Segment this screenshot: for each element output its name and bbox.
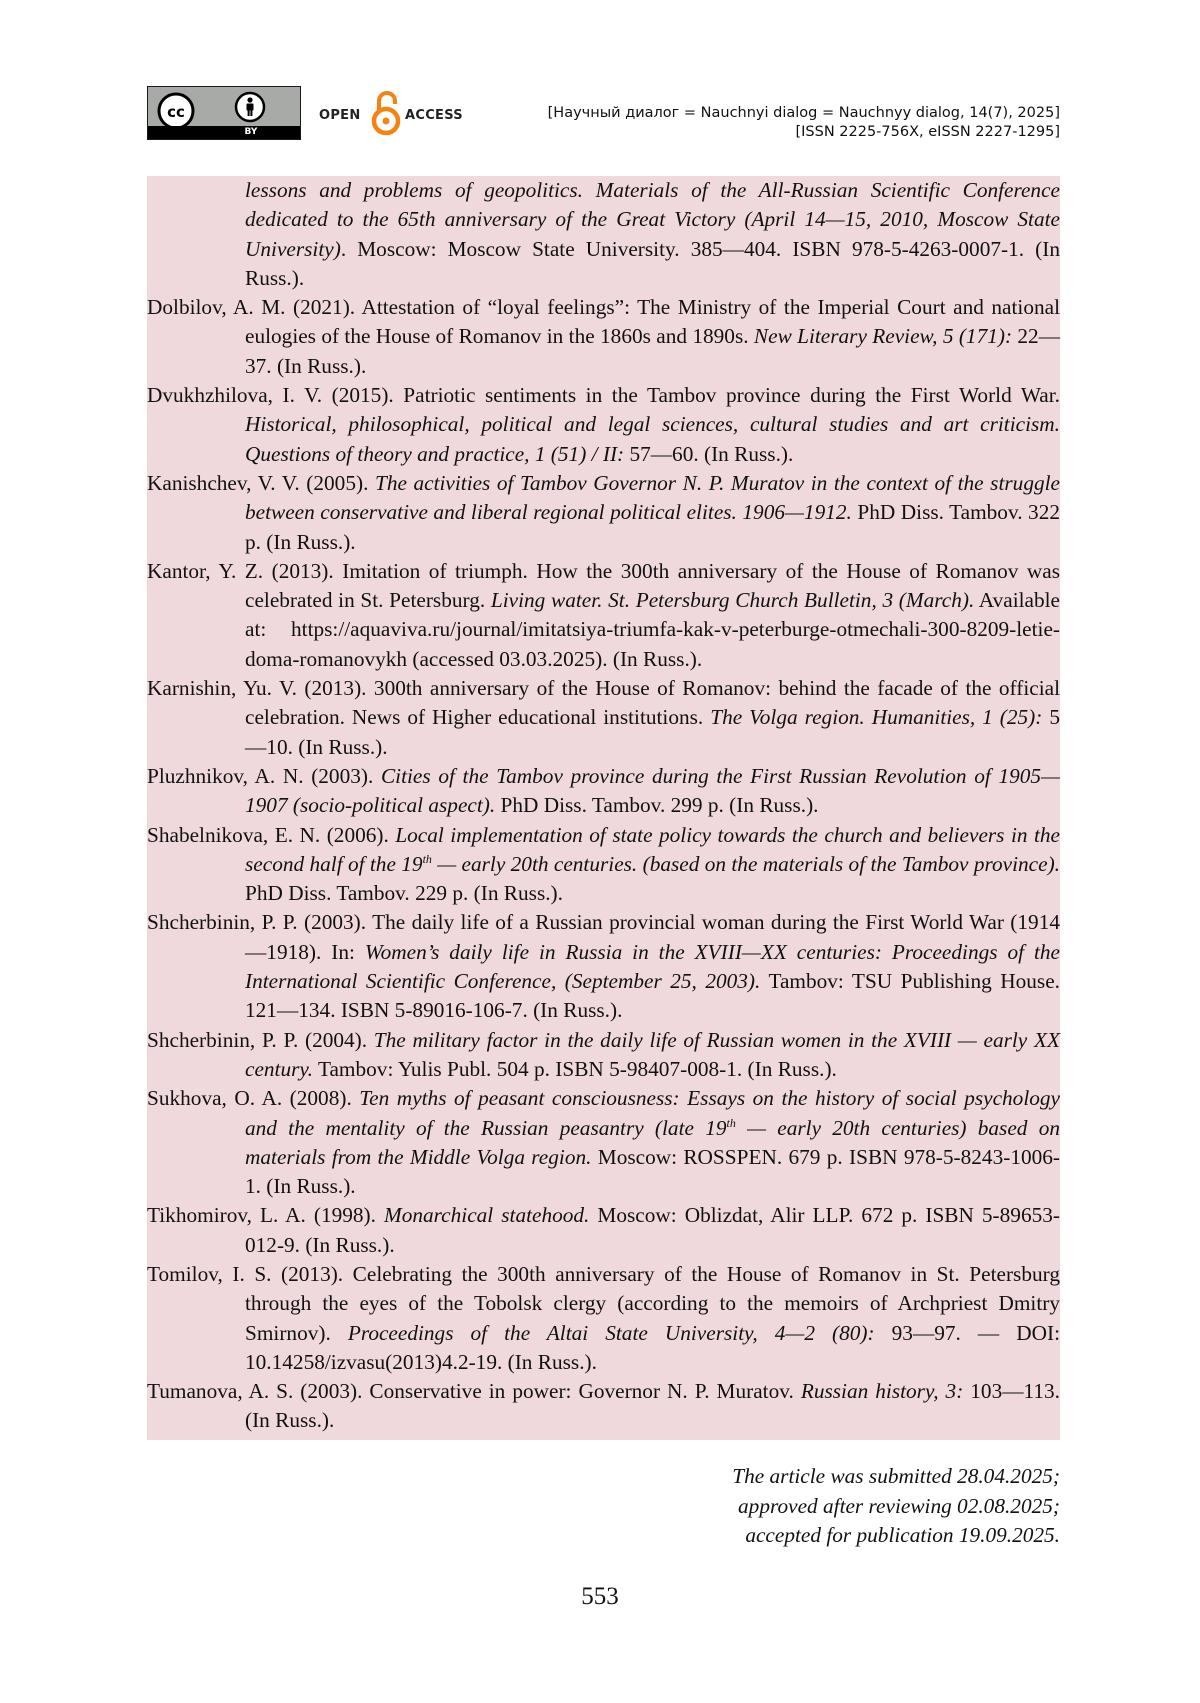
reference-text: Tomilov, I. S. (2013). Celebrating the 300th anniversary of the House of Romanov in St. Petersburg through the eyes of the Tobolsk clergy (according to the memoirs of Archpriest Dmitry Smirnov).	[147, 1261, 1060, 1345]
reference-entry	[147, 908, 1060, 1025]
reference-superscript: th	[422, 851, 432, 866]
reference-entry	[147, 1260, 1060, 1377]
reference-text: 22—37. (In Russ.).	[245, 324, 1060, 378]
reference-italic-text: The activities of Tambov Governor N. P. Muratov in the context of the struggle between conservative and liberal regional political elites. 1906—1912.	[245, 470, 1060, 525]
reference-italic-text: The military factor in the daily life of Russian women in the XVIII — early XX century.	[245, 1027, 1060, 1081]
reference-text: Tambov: Yulis Publ. 504 p. ISBN 5-98407-008-1. (In Russ.).	[313, 1056, 837, 1081]
open-access-lock-icon	[371, 88, 401, 138]
reference-italic-text: The Volga region. Humanities, 1 (25):	[710, 705, 1043, 730]
attribution-person-icon	[234, 91, 266, 123]
reference-entry	[147, 557, 1060, 674]
reference-entry	[147, 381, 1060, 469]
reference-italic-text: — early 20th centuries. (based on the materials of the Tambov province).	[431, 851, 1060, 876]
reference-text: Sukhova, O. A. (2008).	[147, 1086, 360, 1111]
reference-entry-continued	[147, 176, 1060, 293]
reference-italic-text: Ten myths of peasant consciousness: Essays on the history of social psychology and the mentality of the Russian peasantry (late 19	[245, 1086, 1060, 1140]
reference-entry	[147, 1026, 1060, 1085]
reference-text: Kanishchev, V. V. (2005).	[147, 470, 375, 495]
reference-text: PhD Diss. Tambov. 229 p. (In Russ.).	[245, 881, 563, 906]
reference-superscript: th	[726, 1115, 736, 1130]
reference-text: Tambov: TSU Publishing House. 121—134. ISBN 5-89016-106-7. (In Russ.).	[245, 969, 1060, 1023]
reference-entry	[147, 469, 1060, 557]
references-list	[147, 176, 1060, 1440]
license-bar	[148, 126, 300, 139]
reference-italic-text: Local implementation of state policy towards the church and believers in the second half of the 19	[245, 822, 1061, 876]
reference-text: 103—113. (In Russ.).	[245, 1379, 1061, 1433]
article-dates	[732, 1462, 1060, 1551]
approved-date: approved after reviewing 02.08.2025;	[738, 1493, 1060, 1518]
reference-italic-text: Historical, philosophical, political and legal sciences, cultural studies and art criticism. Questions of theory and practice, 1 (51) / II:	[245, 412, 1060, 466]
reference-text: PhD Diss. Tambov. 322 p. (In Russ.).	[245, 500, 1060, 554]
reference-italic-text: New Literary Review, 5 (171):	[753, 324, 1013, 349]
reference-italic-text: lessons and problems of geopolitics. Materials of the All-Russian Scientific Conference dedicated to the 65th anniversary of the Great Victory (April 14—15, 2010, Moscow State University)	[245, 178, 1060, 261]
reference-text: Moscow: Oblizdat, Alir LLP. 672 p. ISBN 5-89653-012-9. (In Russ.).	[245, 1203, 1060, 1257]
reference-text: Dolbilov, A. M. (2021). Attestation of “loyal feelings”: The Ministry of the Imperial Court and national eulogies of the House of Romanov in the 1860s and 1890s.	[147, 295, 1060, 349]
reference-text: Pluzhnikov, A. N. (2003).	[147, 763, 381, 788]
open-access-right-word: ACCESS	[405, 108, 463, 123]
reference-text: 57—60. (In Russ.).	[624, 441, 794, 466]
reference-entry	[147, 762, 1060, 821]
reference-italic-text: Women’s daily life in Russia in the XVIII—XX centuries: Proceedings of the International Scientific Conference, (September 25, 2003).	[245, 939, 1060, 994]
reference-text: Karnishin, Yu. V. (2013). 300th anniversary of the House of Romanov: behind the facade of the official celebration. News of Higher educational institutions.	[147, 676, 1060, 730]
reference-entry	[147, 293, 1060, 381]
reference-text: Tumanova, A. S. (2003). Conservative in power: Governor N. P. Muratov.	[147, 1379, 801, 1404]
journal-issn: [ISSN 2225-756X, eISSN 2227-1295]	[795, 124, 1060, 140]
reference-text: Tikhomirov, L. A. (1998).	[147, 1203, 384, 1228]
reference-italic-text: Proceedings of the Altai State University, 4—2 (80):	[347, 1320, 875, 1345]
reference-text: Shcherbinin, P. P. (2004).	[147, 1027, 374, 1052]
reference-italic-text: Russian history, 3:	[800, 1379, 964, 1404]
reference-text: Shcherbinin, P. P. (2003). The daily life of a Russian provincial woman during the First World War (1914—1918). In:	[147, 910, 1060, 964]
reference-text: Moscow: ROSSPEN. 679 p. ISBN 978-5-8243-1006-1. (In Russ.).	[245, 1144, 1061, 1199]
reference-entry	[147, 674, 1060, 762]
reference-italic-text: Living water. St. Petersburg Church Bulletin, 3 (March).	[490, 588, 975, 613]
open-access-left-word: OPEN	[319, 108, 361, 123]
reference-text: . Moscow: Moscow State University. 385—404. ISBN 978-5-4263-0007-1. (In Russ.).	[245, 236, 1060, 290]
reference-italic-text: Monarchical statehood.	[384, 1203, 590, 1228]
creative-commons-icon	[157, 92, 195, 130]
reference-text: Dvukhzhilova, I. V. (2015). Patriotic sentiments in the Tambov province during the First World War.	[147, 383, 1060, 408]
license-label: BY	[244, 127, 258, 137]
journal-info	[548, 104, 1060, 142]
reference-text: Available at: https://aquaviva.ru/journal/imitatsiya-triumfa-kak-v-peterburge-otmechali-300-8209-letie-doma-romanovykh (accessed 03.03.2025). (In Russ.).	[245, 588, 1061, 671]
reference-text: PhD Diss. Tambov. 299 p. (In Russ.).	[495, 793, 819, 818]
open-access-logo[interactable]	[319, 88, 479, 138]
reference-entry	[147, 1201, 1060, 1260]
reference-entry	[147, 821, 1060, 909]
reference-entry	[147, 1084, 1060, 1201]
reference-entry	[147, 1377, 1060, 1436]
reference-text: 93—97. — DOI: 10.14258/izvasu(2013)4.2-19. (In Russ.).	[245, 1320, 1060, 1374]
page-number: 553	[581, 1583, 619, 1610]
reference-text: Kantor, Y. Z. (2013). Imitation of triumph. How the 300th anniversary of the House of Romanov was celebrated in St. Petersburg.	[147, 558, 1060, 613]
page-header	[147, 86, 1060, 144]
reference-text: Shabelnikova, E. N. (2006).	[147, 822, 396, 847]
svg-text:cc: cc	[167, 103, 185, 121]
reference-italic-text: Cities of the Tambov province during the First Russian Revolution of 1905—1907 (socio-political aspect).	[245, 763, 1060, 818]
reference-text: 5—10. (In Russ.).	[245, 705, 1060, 759]
submitted-date: The article was submitted 28.04.2025;	[732, 1464, 1060, 1488]
reference-italic-text: — early 20th centuries) based on materials from the Middle Volga region.	[245, 1115, 1060, 1169]
journal-citation: [Научный диалог = Nauchnyi dialog = Nauchnyy dialog, 14(7), 2025]	[547, 105, 1060, 121]
accepted-date: accepted for publication 19.09.2025.	[745, 1523, 1060, 1547]
cc-by-license-badge[interactable]	[147, 86, 301, 140]
